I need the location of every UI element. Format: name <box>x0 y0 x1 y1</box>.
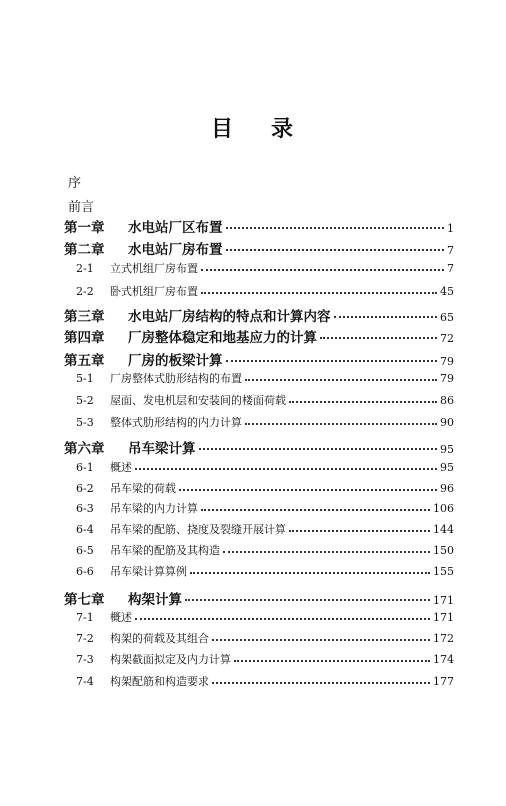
toc-chapter-row[interactable] <box>64 216 454 236</box>
toc-page-number: 150 <box>433 544 454 557</box>
toc-entry-title: 吊车梁的内力计算 <box>110 502 198 515</box>
toc-entry-number: 2-1 <box>76 262 94 275</box>
toc-entry-number: 2-2 <box>76 285 94 298</box>
toc-section-row[interactable] <box>76 392 454 408</box>
leader-dots <box>201 269 444 271</box>
toc-entry-number: 6-3 <box>76 502 94 515</box>
toc-section-row[interactable] <box>76 521 454 537</box>
toc-entry-title: 水电站厂房布置 <box>128 242 223 258</box>
leader-dots <box>201 292 437 294</box>
toc-section-row[interactable] <box>76 370 454 386</box>
toc-entry-number: 第四章 <box>64 330 105 346</box>
toc-entry-title: 吊车梁的荷载 <box>110 482 176 495</box>
toc-entry-title: 卧式机组厂房布置 <box>110 285 198 298</box>
toc-entry-title: 吊车梁的配筋、挠度及裂缝开展计算 <box>110 523 286 536</box>
toc-page-number: 174 <box>433 653 454 666</box>
toc-page-number: 155 <box>433 565 454 578</box>
toc-page-number: 65 <box>440 311 454 324</box>
toc-page-number: 95 <box>440 461 454 474</box>
leader-dots <box>212 639 430 641</box>
toc-page-number: 72 <box>440 332 454 345</box>
toc-entry-title: 吊车梁的配筋及其构造 <box>110 544 220 557</box>
toc-section-row[interactable] <box>76 459 454 475</box>
toc-section-row[interactable] <box>76 283 454 299</box>
toc-entry-number: 第三章 <box>64 309 105 325</box>
toc-entry-title: 水电站厂房结构的特点和计算内容 <box>128 309 331 325</box>
toc-page-number: 144 <box>433 523 454 536</box>
toc-page-number: 45 <box>440 285 454 298</box>
toc-entry-title: 概述 <box>110 461 132 474</box>
toc-entry-number: 6-5 <box>76 544 94 557</box>
toc-chapter-row[interactable] <box>64 437 454 457</box>
toc-chapter-row[interactable] <box>64 305 454 325</box>
toc-section-row[interactable] <box>76 480 454 496</box>
toc-entry-title: 吊车梁计算算例 <box>110 565 187 578</box>
toc-page-number: 95 <box>440 443 454 456</box>
toc-page-number: 177 <box>433 675 454 688</box>
toc-entry-number: 5-1 <box>76 372 94 385</box>
toc-entry-number: 6-6 <box>76 565 94 578</box>
toc-entry-title: 构架的荷载及其组合 <box>110 632 209 645</box>
toc-entry-title: 厂房的板梁计算 <box>128 353 223 369</box>
toc-page-number: 171 <box>433 611 454 624</box>
toc-chapter-row[interactable] <box>64 588 454 608</box>
toc-entry-title: 整体式肋形结构的内力计算 <box>110 416 242 429</box>
toc-entry-number: 6-2 <box>76 482 94 495</box>
toc-page-number: 86 <box>440 394 454 407</box>
toc-entry-number: 7-4 <box>76 675 94 688</box>
toc-entry-title: 吊车梁计算 <box>128 441 196 457</box>
toc-section-row[interactable] <box>76 609 454 625</box>
toc-entry-number: 5-2 <box>76 394 94 407</box>
toc-entry-number: 第一章 <box>64 220 105 236</box>
leader-dots <box>289 530 430 532</box>
toc-page-number: 7 <box>447 244 454 257</box>
toc-entry-title: 构架计算 <box>128 592 182 608</box>
leader-dots <box>245 379 437 381</box>
leader-dots <box>245 423 437 425</box>
toc-entry-title: 构架配筋和构造要求 <box>110 675 209 688</box>
toc-entry-number: 6-1 <box>76 461 94 474</box>
toc-page-number: 7 <box>447 262 454 275</box>
leader-dots <box>185 599 430 601</box>
toc-entry-number: 6-4 <box>76 523 94 536</box>
toc-entry-title: 厂房整体稳定和地基应力的计算 <box>128 330 317 346</box>
toc-entry-title: 屋面、发电机层和安装间的楼面荷载 <box>110 394 286 407</box>
toc-entry-number: 5-3 <box>76 416 94 429</box>
leader-dots <box>212 682 430 684</box>
toc-entry-title: 立式机组厂房布置 <box>110 262 198 275</box>
leader-dots <box>320 337 437 339</box>
toc-entry-number: 7-1 <box>76 611 94 624</box>
toc-page-number: 172 <box>433 632 454 645</box>
toc-section-row[interactable] <box>76 260 454 276</box>
leader-dots <box>234 660 430 662</box>
toc-section-row[interactable] <box>76 500 454 516</box>
toc-entry-number: 第二章 <box>64 242 105 258</box>
leader-dots <box>223 551 430 553</box>
toc-entry-title: 厂房整体式肋形结构的布置 <box>110 372 242 385</box>
toc-chapter-row[interactable] <box>64 238 454 258</box>
toc-entry-number: 第六章 <box>64 441 105 457</box>
toc-entry-title: 概述 <box>110 611 132 624</box>
toc-page-number: 106 <box>433 502 454 515</box>
leader-dots <box>289 401 437 403</box>
leader-dots <box>201 509 430 511</box>
title-char-2: 录 <box>271 116 296 142</box>
toc-section-row[interactable] <box>76 630 454 646</box>
leader-dots <box>226 227 445 229</box>
preface-entry[interactable]: 序 <box>68 176 82 191</box>
toc-page-number: 90 <box>440 416 454 429</box>
toc-section-row[interactable] <box>76 673 454 689</box>
toc-entry-number: 7-3 <box>76 653 94 666</box>
toc-chapter-row[interactable] <box>64 326 454 346</box>
toc-page-number: 1 <box>447 222 454 235</box>
toc-entry-number: 7-2 <box>76 632 94 645</box>
toc-page-number: 79 <box>440 355 454 368</box>
toc-page-number: 171 <box>433 594 454 607</box>
leader-dots <box>135 618 430 620</box>
leader-dots <box>334 316 438 318</box>
toc-page-number: 96 <box>440 482 454 495</box>
leader-dots <box>199 448 438 450</box>
toc-entry-title: 水电站厂区布置 <box>128 220 223 236</box>
leader-dots <box>190 572 430 574</box>
leader-dots <box>226 249 445 251</box>
toc-section-row[interactable] <box>76 563 454 579</box>
leader-dots <box>179 489 437 491</box>
toc-section-row[interactable] <box>76 542 454 558</box>
toc-section-row[interactable] <box>76 414 454 430</box>
foreword-entry[interactable]: 前言 <box>68 200 95 215</box>
toc-section-row[interactable] <box>76 651 454 667</box>
title-char-1: 目 <box>210 116 235 142</box>
toc-entry-number: 第五章 <box>64 353 105 369</box>
toc-page-number: 79 <box>440 372 454 385</box>
leader-dots <box>135 468 437 470</box>
toc-entry-title: 构架截面拟定及内力计算 <box>110 653 231 666</box>
toc-chapter-row[interactable] <box>64 349 454 369</box>
leader-dots <box>226 360 438 362</box>
toc-entry-number: 第七章 <box>64 592 105 608</box>
